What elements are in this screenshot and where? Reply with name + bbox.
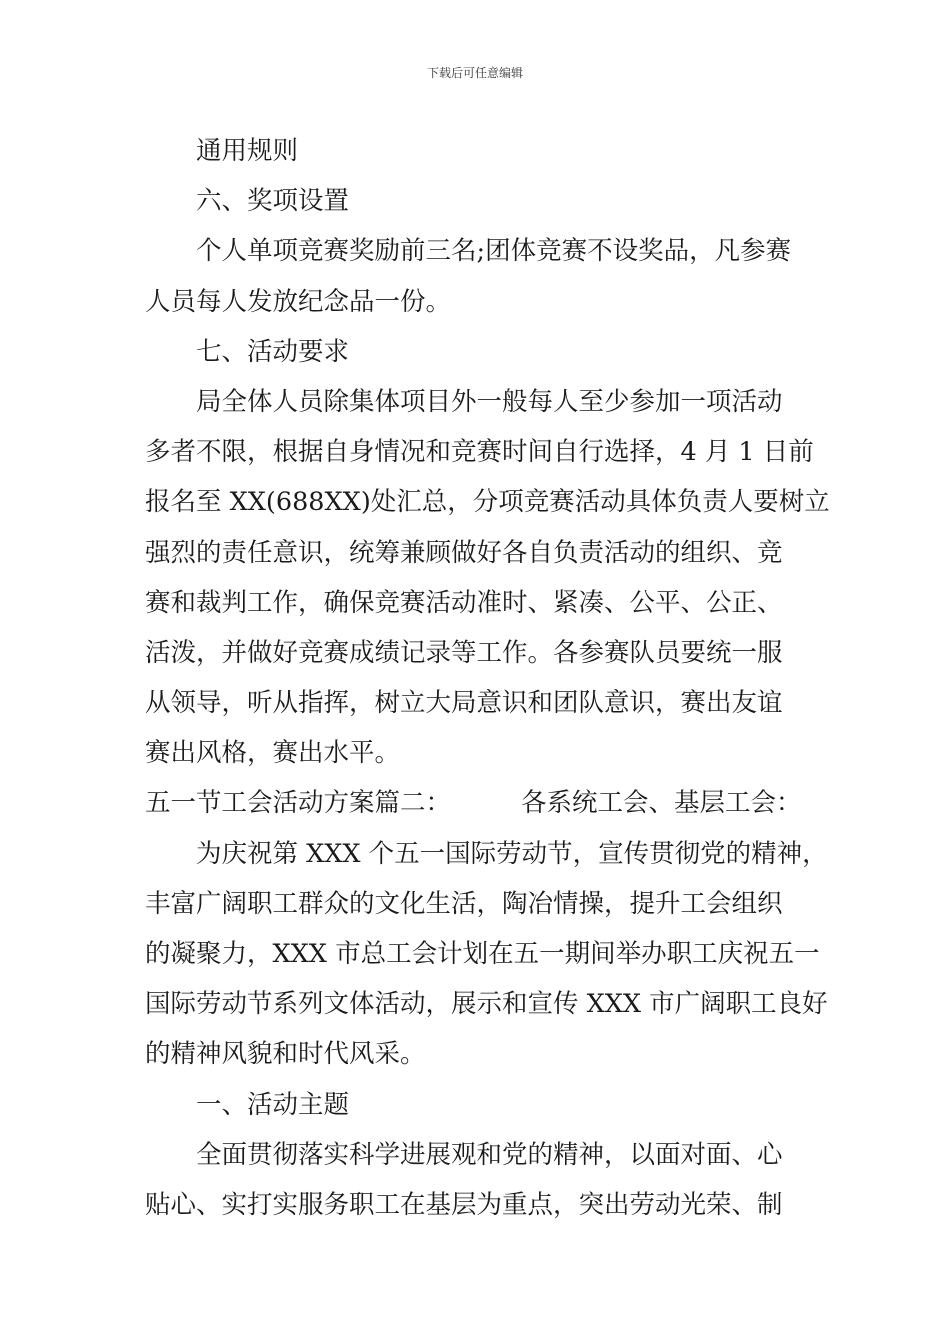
paragraph-line: 强烈的责任意识，统筹兼顾做好各自负责活动的组织、竞 — [145, 537, 783, 568]
page-header-note: 下载后可任意编辑 — [426, 66, 523, 80]
paragraph-line: 从领导，听从指挥，树立大局意识和团队意识，赛出友谊 — [145, 688, 783, 719]
section-title: 五一节工会活动方案篇二： — [145, 788, 452, 819]
heading-activity-theme: 一、活动主题 — [196, 1089, 350, 1120]
paragraph-line: 国际劳动节系列文体活动，展示和宣传 XXX 市广阔职工良好 — [145, 989, 828, 1020]
paragraph-line: 局全体人员除集体项目外一般每人至少参加一项活动 — [196, 386, 783, 417]
paragraph-line: 为庆祝第 XXX 个五一国际劳动节，宣传贯彻党的精神， — [196, 838, 828, 869]
paragraph-line: 报名至 XX(688XX)处汇总，分项竞赛活动具体负责人要树立 — [145, 487, 830, 518]
paragraph-line: 人员每人发放纪念品一份。 — [145, 286, 452, 317]
section-title-line — [145, 778, 807, 828]
heading-activity-requirements: 七、活动要求 — [196, 336, 350, 367]
paragraph-line: 赛和裁判工作，确保竞赛活动准时、紧凑、公平、公正、 — [145, 587, 783, 618]
paragraph-line: 多者不限，根据自身情况和竞赛时间自行选择，4 月 1 日前 — [145, 437, 814, 468]
paragraph-line: 贴心、实打实服务职工在基层为重点，突出劳动光荣、制 — [145, 1189, 783, 1220]
paragraph-line: 全面贯彻落实科学进展观和党的精神，以面对面、心 — [196, 1139, 783, 1170]
paragraph-line: 的凝聚力，XXX 市总工会计划在五一期间举办职工庆祝五一 — [145, 939, 820, 969]
paragraph-line: 赛出风格，赛出水平。 — [145, 738, 401, 769]
paragraph-line: 活泼，并做好竞赛成绩记录等工作。各参赛队员要统一服 — [145, 637, 783, 668]
paragraph-line: 个人单项竞赛奖励前三名;团体竞赛不设奖品，凡参赛 — [196, 236, 792, 267]
section-addressee: 各系统工会、基层工会： — [521, 788, 802, 819]
heading-general-rules: 通用规则 — [196, 136, 299, 166]
heading-awards: 六、奖项设置 — [196, 186, 350, 217]
paragraph-line: 的精神风貌和时代风采。 — [145, 1039, 426, 1070]
document-body — [145, 126, 830, 1230]
paragraph-line: 丰富广阔职工群众的文化生活，陶冶情操，提升工会组织 — [145, 888, 783, 919]
